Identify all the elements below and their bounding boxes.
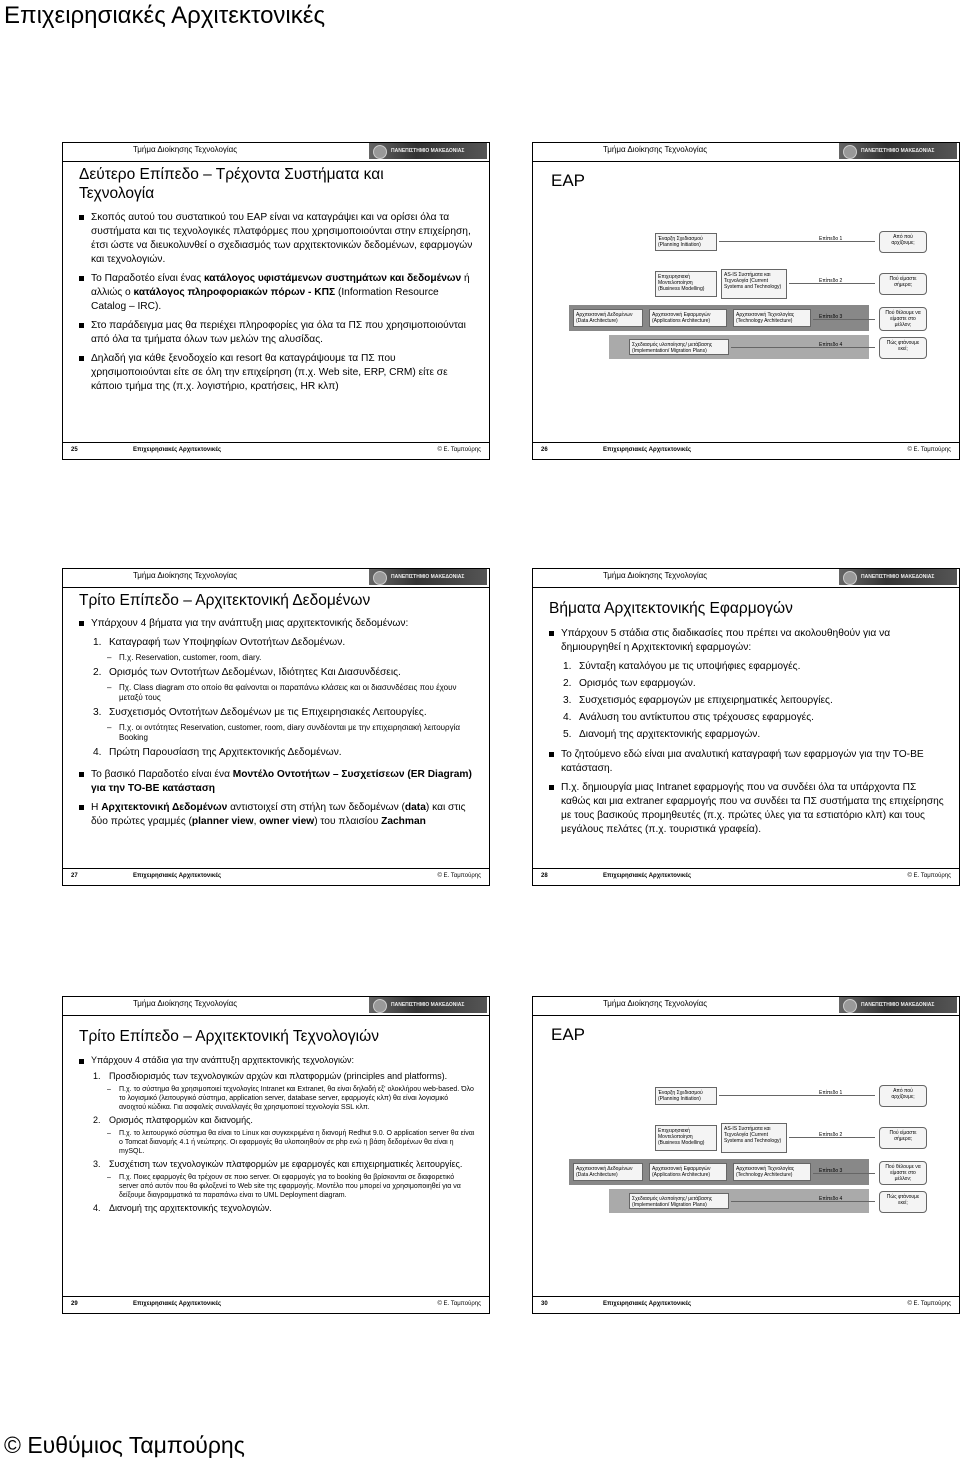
level-label: Επίπεδο 4 (819, 1196, 843, 1202)
slide-number: 25 (71, 447, 78, 453)
bullet: Το βασικό Παραδοτέο είναι ένα Μοντέλο Οντοτήτων – Συσχετίσεων (ER Diagram) για την ΤΟ-ΒΕ κατάσταση (79, 768, 475, 796)
step-example: – Π.χ. το σύστημα θα χρησιμοποιεί τεχνολογίες Intranet και Extranet, θα είναι δηλαδή εξ' ολοκλήρου web-based. Όλο το λογισμικό (λειτουργικό σύστημα, application server, database server, εφαρμογές κλπ) θα είναι λογισμικό ανοιχτού κώδικα. Για ασφαλείς συναλλαγές θα χρησιμοποιεί τεχνολογία SSL κλπ. (79, 1085, 475, 1112)
migration-box: Σχεδιασμός υλοποίησης/ μετάβασης (Implementation/ Migration Plans) (629, 1193, 729, 1209)
slide-title: Τρίτο Επίπεδο – Αρχιτεκτονική Δεδομένων (79, 592, 371, 609)
slide-29 (62, 996, 490, 1314)
slide-28 (532, 568, 960, 886)
step-item: 3. Συσχετισμός εφαρμογών με επιχειρηματικές λειτουργίες. (563, 695, 833, 706)
bullet: Π.χ. δημιουργία μιας Intranet εφαρμογής που να συνδέει όλα τα υπάρχοντα ΠΣ καθώς και μια extraner εφαρμογής που να συνδέει τα ΠΣ συστήματα της επιχείρησης με τους βασικούς προμηθευτές (π.χ. πρώτες ύλες για τα εστιατόριο κλπ) και τους μεγάλους πελάτες (π.χ. τουριστικά γραφεία). (549, 781, 945, 837)
author-credit: © Ευθύμιος Ταμπούρης (4, 1432, 245, 1458)
app-arch-box: Αρχιτεκτονική Εφαρμογών (Applications Architecture) (649, 309, 727, 327)
asis-box: AS-IS Συστήματα και Τεχνολογία (Current Systems and Technology) (721, 269, 787, 299)
bullet: Υπάρχουν 4 βήματα για την ανάπτυξη μιας αρχιτεκτονικής δεδομένων: (79, 617, 475, 631)
question-box: Πώς φτάνουμε εκεί; (879, 337, 927, 359)
step-example: – Π.χ. οι οντότητες Reservation, customer, room, diary συνδέονται με την επιχειρησιακή λειτουργία Booking (79, 723, 475, 743)
bullet: Δηλαδή για κάθε ξενοδοχείο και resort θα καταγράψουμε τα ΠΣ που χρησιμοποιούνται είτε σε όλη την επιχείρηση (π.χ. Web site, ERP, CRM) είτε σε κάποιο τμήμα της (π.χ. λογιστήριο, κρατήσεις, HR κλπ) (79, 352, 475, 394)
slide-25 (62, 142, 490, 460)
slide-number: 29 (71, 1301, 78, 1307)
level-label: Επίπεδο 3 (819, 1168, 843, 1174)
data-arch-box: Αρχιτεκτονική Δεδομένων (Data Architecture) (573, 309, 643, 327)
bullet: Υπάρχουν 5 στάδια στις διαδικασίες που πρέπει να ακολουθηθούν για να δημιουργηθεί η Αρχιτεκτονική εφαρμογών: (549, 627, 945, 655)
migration-box: Σχεδιασμός υλοποίησης/ μετάβασης (Implementation/ Migration Plans) (629, 339, 729, 355)
bullet: Υπάρχουν 4 στάδια για την ανάπτυξη αρχιτεκτονικής τεχνολογιών: (79, 1055, 475, 1066)
slide-dept: Τμήμα Διοίκησης Τεχνολογίας (133, 571, 238, 580)
bullet: Σκοπός αυτού του συστατικού του ΕΑΡ είναι να καταγράψει και να ορίσει όλα τα συστήματα και τις τεχνολογικές πλατφόρμες που χρησιμοποιούνται στην επιχείρηση, έτσι ώστε να διευκολυνθεί ο σχεδιασμός των αρχιτεκτονικών δεδομένων, εφαρμογών και τεχνολογιών. (79, 211, 475, 267)
step-item: 4. Διανομή της αρχιτεκτονικής τεχνολογιών. (93, 1203, 272, 1213)
university-logo: ΠΑΝΕΠΙΣΤΗΜΙΟ ΜΑΚΕΔΟΝΙΑΣ (839, 143, 957, 159)
step-item: 1. Καταγραφή των Υποψηφίων Οντοτήτων Δεδομένων. (93, 637, 346, 648)
slide-number: 30 (541, 1301, 548, 1307)
slide-title: ΕΑΡ (551, 171, 586, 190)
step-item: 2. Ορισμός των Οντοτήτων Δεδομένων, Ιδιότητες Και Διασυνδέσεις. (93, 667, 401, 678)
footer-author: © Ε. Ταμπούρης (437, 447, 481, 453)
step-item: 1. Σύνταξη καταλόγου με τις υποψήφιες εφαρμογές. (563, 661, 801, 672)
app-arch-box: Αρχιτεκτονική Εφαρμογών (Applications Architecture) (649, 1163, 727, 1181)
university-logo: ΠΑΝΕΠΙΣΤΗΜΙΟ ΜΑΚΕΔΟΝΙΑΣ (839, 569, 957, 585)
footer-title: Επιχειρησιακές Αρχιτεκτονικές (603, 873, 692, 879)
footer-author: © Ε. Ταμπούρης (907, 873, 951, 879)
step-item: 5. Διανομή της αρχιτεκτονικής εφαρμογών. (563, 729, 761, 740)
footer-title: Επιχειρησιακές Αρχιτεκτονικές (133, 873, 222, 879)
university-logo: ΠΑΝΕΠΙΣΤΗΜΙΟ ΜΑΚΕΔΟΝΙΑΣ (839, 997, 957, 1013)
step-example: – Π.χ. Reservation, customer, room, diary. (79, 653, 475, 663)
footer-author: © Ε. Ταμπούρης (437, 873, 481, 879)
university-logo: ΠΑΝΕΠΙΣΤΗΜΙΟ ΜΑΚΕΔΟΝΙΑΣ (369, 143, 487, 159)
level-label: Επίπεδο 1 (819, 236, 843, 242)
slide-30 (532, 996, 960, 1314)
bullet: Το Παραδοτέο είναι ένας κατάλογος υφιστάμενων συστημάτων και δεδομένων ή αλλιώς ο κατάλογος πληροφοριακών πόρων - ΚΠΣ (Information Resource Catalog – IRC). (79, 272, 475, 314)
question-box: Πού θέλουμε να είμαστε στο μέλλον; (879, 307, 927, 331)
document-title: Επιχειρησιακές Αρχιτεκτονικές (4, 2, 326, 29)
slide-dept: Τμήμα Διοίκησης Τεχνολογίας (603, 571, 708, 580)
footer-author: © Ε. Ταμπούρης (437, 1301, 481, 1307)
slide-26 (532, 142, 960, 460)
bullet: Το ζητούμενο εδώ είναι μια αναλυτική καταγραφή των εφαρμογών για την ΤΟ-ΒΕ κατάσταση. (549, 748, 945, 776)
data-arch-box: Αρχιτεκτονική Δεδομένων (Data Architecture) (573, 1163, 643, 1181)
business-box: Επιχειρησιακή Μοντελοποίηση (Business Modelling) (655, 271, 717, 297)
question-box: Πού θέλουμε να είμαστε στο μέλλον; (879, 1161, 927, 1185)
step-item: 2. Ορισμός πλατφορμών και διανομής. (93, 1115, 253, 1125)
university-logo: ΠΑΝΕΠΙΣΤΗΜΙΟ ΜΑΚΕΔΟΝΙΑΣ (369, 569, 487, 585)
university-logo: ΠΑΝΕΠΙΣΤΗΜΙΟ ΜΑΚΕΔΟΝΙΑΣ (369, 997, 487, 1013)
planning-box: Έναρξη Σχεδιασμού (Planning Initiation) (655, 233, 717, 251)
question-box: Πώς φτάνουμε εκεί; (879, 1191, 927, 1213)
step-example: – Π.χ. το λειτουργικό σύστημα θα είναι το Linux και συγκεκριμένα η διανομή Redhut 9.0. Ο application server θα είναι ο Tomcat διανομής 4.1 ή νεώτερης. Οι εφαρμογές θα υλοποιηθούν σε php ενώ η βάση δεδομένων θα είναι η mySQL. (79, 1129, 475, 1156)
level-label: Επίπεδο 2 (819, 278, 843, 284)
step-item: 1. Προσδιορισμός των τεχνολογικών αρχών και πλατφορμών (principles and platforms). (93, 1071, 448, 1081)
slide-number: 26 (541, 447, 548, 453)
slide-number: 28 (541, 873, 548, 879)
bullet: Η Αρχιτεκτονική Δεδομένων αντιστοιχεί στη στήλη των δεδομένων (data) και στις δύο πρώτες γραμμές (planner view, owner view) του πλαισίου Zachman (79, 801, 475, 829)
step-item: 3. Συσχέτιση των τεχνολογικών πλατφορμών με εφαρμογές και επιχειρηματικές λειτουργίες. (93, 1159, 463, 1169)
tech-arch-box: Αρχιτεκτονική Τεχνολογίας (Technology Architecture) (733, 1163, 811, 1181)
step-item: 4. Ανάλυση του αντίκτυπου στις τρέχουσες εφαρμογές. (563, 712, 814, 723)
slide-number: 27 (71, 873, 78, 879)
eap-diagram (569, 1049, 949, 1239)
step-item: 2. Ορισμός των εφαρμογών. (563, 678, 696, 689)
slide-title: Τρίτο Επίπεδο – Αρχιτεκτονική Τεχνολογιών (79, 1028, 379, 1045)
footer-author: © Ε. Ταμπούρης (907, 1301, 951, 1307)
slide-title: ΕΑΡ (551, 1025, 586, 1044)
slide-27 (62, 568, 490, 886)
level-label: Επίπεδο 2 (819, 1132, 843, 1138)
step-item: 3. Συσχετισμός Οντοτήτων Δεδομένων με τις Επιχειρησιακές Λειτουργίες. (93, 707, 427, 718)
slide-dept: Τμήμα Διοίκησης Τεχνολογίας (133, 999, 238, 1008)
bullet: Στο παράδειγμα μας θα περιέχει πληροφορίες για όλα τα ΠΣ που χρησιμοποιούνται από όλα τα τμήματα όλων των μελών της αλυσίδας. (79, 319, 475, 347)
question-box: Από πού αρχίζουμε; (879, 1085, 927, 1107)
planning-box: Έναρξη Σχεδιασμού (Planning Initiation) (655, 1087, 717, 1105)
footer-author: © Ε. Ταμπούρης (907, 447, 951, 453)
question-box: Από πού αρχίζουμε; (879, 231, 927, 253)
level-label: Επίπεδο 4 (819, 342, 843, 348)
tech-arch-box: Αρχιτεκτονική Τεχνολογίας (Technology Architecture) (733, 309, 811, 327)
step-example: – Π.χ. Ποιες εφαρμογές θα τρέχουν σε ποιο server. Οι εφαρμογές για το booking θα βρίσκονται σε διαφορετικό server από αυτόν που θα φιλοξενεί το Web site της εφαρμογής. Μοντέλο που μπορεί να χρησιμοποιηθεί για να δείξουμε διαγραμματικά τα παραπάνω είναι το UML Deployment diagram. (79, 1173, 475, 1200)
question-box: Πού είμαστε σήμερα; (879, 1127, 927, 1149)
level-label: Επίπεδο 3 (819, 314, 843, 320)
business-box: Επιχειρησιακή Μοντελοποίηση (Business Modelling) (655, 1125, 717, 1151)
slide-title: Δεύτερο Επίπεδο – Τρέχοντα Συστήματα και Τεχνολογία (79, 166, 384, 202)
eap-diagram (569, 195, 949, 385)
slide-dept: Τμήμα Διοίκησης Τεχνολογίας (603, 999, 708, 1008)
footer-title: Επιχειρησιακές Αρχιτεκτονικές (133, 447, 222, 453)
slide-title: Βήματα Αρχιτεκτονικής Εφαρμογών (549, 600, 793, 617)
level-label: Επίπεδο 1 (819, 1090, 843, 1096)
footer-title: Επιχειρησιακές Αρχιτεκτονικές (603, 447, 692, 453)
slide-dept: Τμήμα Διοίκησης Τεχνολογίας (133, 145, 238, 154)
asis-box: AS-IS Συστήματα και Τεχνολογία (Current Systems and Technology) (721, 1123, 787, 1153)
footer-title: Επιχειρησιακές Αρχιτεκτονικές (133, 1301, 222, 1307)
step-example: – Πχ. Class diagram στο οποίο θα φαίνονται οι παραπάνω κλάσεις και οι διασυνδέσεις που έχουν μεταξύ τους (79, 683, 475, 703)
step-item: 4. Πρώτη Παρουσίαση της Αρχιτεκτονικής Δεδομένων. (93, 747, 342, 758)
footer-title: Επιχειρησιακές Αρχιτεκτονικές (603, 1301, 692, 1307)
slide-dept: Τμήμα Διοίκησης Τεχνολογίας (603, 145, 708, 154)
question-box: Πού είμαστε σήμερα; (879, 273, 927, 295)
